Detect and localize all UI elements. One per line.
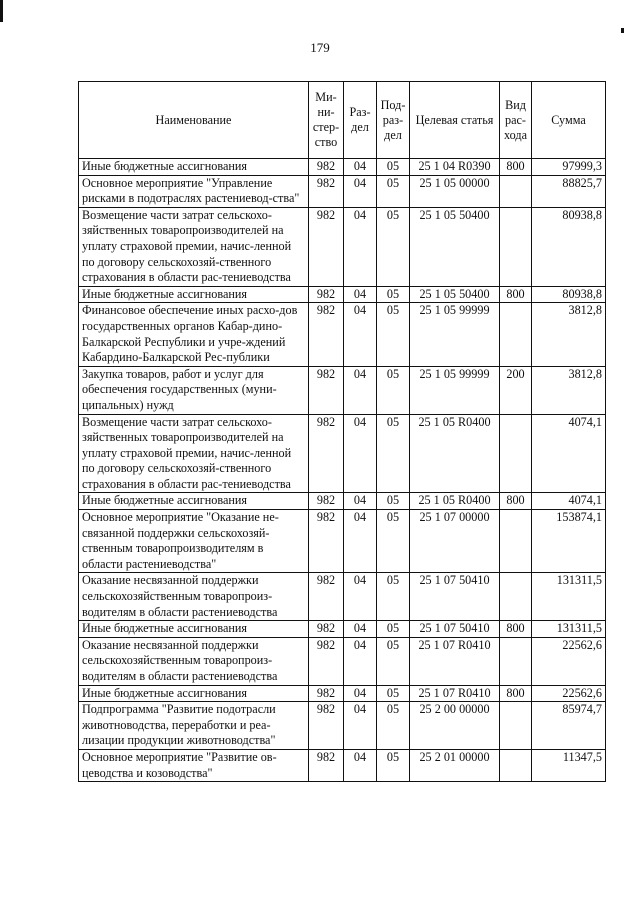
cell-type: 800 xyxy=(500,286,532,303)
cell-ministry: 982 xyxy=(309,621,344,638)
header-sum: Сумма xyxy=(532,82,606,159)
cell-sum: 131311,5 xyxy=(532,621,606,638)
cell-target: 25 1 07 R0410 xyxy=(410,685,500,702)
cell-sum: 22562,6 xyxy=(532,685,606,702)
cell-name: Иные бюджетные ассигнования xyxy=(79,286,309,303)
cell-section: 04 xyxy=(344,175,377,207)
cell-type: 800 xyxy=(500,159,532,176)
cell-type xyxy=(500,749,532,781)
cell-target: 25 1 04 R0390 xyxy=(410,159,500,176)
table-row xyxy=(79,207,606,286)
cell-name: Возмещение части затрат сельскохо-зяйственных товаропроизводителей на уплату страховой премии, начис-ленной по договору сельскохозяй-ственного страхования в области рас-тениеводства xyxy=(79,207,309,286)
cell-subsection: 05 xyxy=(377,510,410,573)
cell-ministry: 982 xyxy=(309,493,344,510)
table-row xyxy=(79,702,606,750)
cell-ministry: 982 xyxy=(309,303,344,366)
cell-ministry: 982 xyxy=(309,637,344,685)
cell-sum: 3812,8 xyxy=(532,303,606,366)
cell-ministry: 982 xyxy=(309,175,344,207)
cell-sum: 11347,5 xyxy=(532,749,606,781)
cell-type xyxy=(500,175,532,207)
header-section: Раз-дел xyxy=(344,82,377,159)
table-row xyxy=(79,159,606,176)
cell-name: Возмещение части затрат сельскохо-зяйственных товаропроизводителей на уплату страховой премии, начис-ленной по договору сельскохозяй-ственного страхования в области рас-тениеводства xyxy=(79,414,309,493)
cell-subsection: 05 xyxy=(377,303,410,366)
cell-sum: 4074,1 xyxy=(532,493,606,510)
cell-ministry: 982 xyxy=(309,573,344,621)
cell-ministry: 982 xyxy=(309,685,344,702)
table-row xyxy=(79,621,606,638)
table-row xyxy=(79,510,606,573)
cell-name: Оказание несвязанной поддержки сельскохозяйственным товаропроиз-водителям в области растениеводства xyxy=(79,573,309,621)
cell-section: 04 xyxy=(344,702,377,750)
cell-section: 04 xyxy=(344,749,377,781)
cell-target: 25 1 05 R0400 xyxy=(410,493,500,510)
cell-name: Основное мероприятие "Управление рисками в подотраслях растениевод-ства" xyxy=(79,175,309,207)
header-type: Вид рас-хода xyxy=(500,82,532,159)
scan-mark-left xyxy=(0,0,3,22)
table-row xyxy=(79,685,606,702)
cell-sum: 131311,5 xyxy=(532,573,606,621)
table-row xyxy=(79,573,606,621)
cell-target: 25 1 07 R0410 xyxy=(410,637,500,685)
cell-target: 25 1 05 00000 xyxy=(410,175,500,207)
cell-name: Иные бюджетные ассигнования xyxy=(79,621,309,638)
cell-ministry: 982 xyxy=(309,702,344,750)
table-row xyxy=(79,637,606,685)
cell-subsection: 05 xyxy=(377,493,410,510)
cell-section: 04 xyxy=(344,573,377,621)
cell-ministry: 982 xyxy=(309,510,344,573)
cell-subsection: 05 xyxy=(377,414,410,493)
table-row xyxy=(79,749,606,781)
cell-name: Закупка товаров, работ и услуг для обеспечения государственных (муни-ципальных) нужд xyxy=(79,366,309,414)
header-subsection: Под-раз-дел xyxy=(377,82,410,159)
table-row xyxy=(79,286,606,303)
cell-type xyxy=(500,702,532,750)
cell-subsection: 05 xyxy=(377,637,410,685)
cell-type xyxy=(500,414,532,493)
cell-subsection: 05 xyxy=(377,159,410,176)
header-name: Наименование xyxy=(79,82,309,159)
cell-name: Иные бюджетные ассигнования xyxy=(79,685,309,702)
cell-ministry: 982 xyxy=(309,159,344,176)
cell-section: 04 xyxy=(344,637,377,685)
cell-type xyxy=(500,510,532,573)
cell-section: 04 xyxy=(344,510,377,573)
cell-target: 25 2 01 00000 xyxy=(410,749,500,781)
table-row xyxy=(79,366,606,414)
cell-name: Оказание несвязанной поддержки сельскохозяйственным товаропроиз-водителям в области растениеводства xyxy=(79,637,309,685)
cell-subsection: 05 xyxy=(377,749,410,781)
cell-target: 25 1 05 99999 xyxy=(410,303,500,366)
header-ministry: Ми-ни-стер-ство xyxy=(309,82,344,159)
cell-subsection: 05 xyxy=(377,207,410,286)
cell-section: 04 xyxy=(344,303,377,366)
cell-section: 04 xyxy=(344,159,377,176)
cell-sum: 22562,6 xyxy=(532,637,606,685)
cell-section: 04 xyxy=(344,207,377,286)
cell-target: 25 1 07 50410 xyxy=(410,573,500,621)
cell-section: 04 xyxy=(344,414,377,493)
cell-type xyxy=(500,637,532,685)
cell-section: 04 xyxy=(344,493,377,510)
cell-subsection: 05 xyxy=(377,702,410,750)
cell-name: Основное мероприятие "Оказание не-связанной поддержки сельскохозяй-ственным товаропроизводителям в области растениеводства" xyxy=(79,510,309,573)
cell-type: 800 xyxy=(500,493,532,510)
cell-ministry: 982 xyxy=(309,749,344,781)
cell-sum: 4074,1 xyxy=(532,414,606,493)
cell-subsection: 05 xyxy=(377,286,410,303)
cell-section: 04 xyxy=(344,286,377,303)
scan-mark-right xyxy=(621,28,624,33)
cell-name: Подпрограмма "Развитие подотрасли животноводства, переработки и реа-лизации продукции животноводства" xyxy=(79,702,309,750)
cell-subsection: 05 xyxy=(377,621,410,638)
cell-name: Финансовое обеспечение иных расхо-дов государственных органов Кабар-дино-Балкарской Республики и учре-ждений Кабардино-Балкарской Рес-публики xyxy=(79,303,309,366)
table-row xyxy=(79,414,606,493)
cell-type: 200 xyxy=(500,366,532,414)
cell-sum: 85974,7 xyxy=(532,702,606,750)
cell-target: 25 2 00 00000 xyxy=(410,702,500,750)
cell-name: Основное мероприятие "Развитие ов-цеводства и козоводства" xyxy=(79,749,309,781)
cell-subsection: 05 xyxy=(377,175,410,207)
table-header-row xyxy=(79,82,606,159)
cell-type xyxy=(500,303,532,366)
cell-type: 800 xyxy=(500,621,532,638)
budget-table-container xyxy=(78,81,605,782)
cell-sum: 80938,8 xyxy=(532,207,606,286)
cell-sum: 97999,3 xyxy=(532,159,606,176)
page-number: 179 xyxy=(310,40,330,55)
budget-table xyxy=(78,81,606,782)
cell-section: 04 xyxy=(344,366,377,414)
cell-section: 04 xyxy=(344,621,377,638)
cell-ministry: 982 xyxy=(309,366,344,414)
cell-target: 25 1 05 99999 xyxy=(410,366,500,414)
cell-target: 25 1 07 00000 xyxy=(410,510,500,573)
cell-type: 800 xyxy=(500,685,532,702)
cell-sum: 153874,1 xyxy=(532,510,606,573)
cell-target: 25 1 07 50410 xyxy=(410,621,500,638)
table-row xyxy=(79,493,606,510)
cell-type xyxy=(500,573,532,621)
cell-ministry: 982 xyxy=(309,414,344,493)
cell-target: 25 1 05 50400 xyxy=(410,207,500,286)
cell-target: 25 1 05 50400 xyxy=(410,286,500,303)
cell-sum: 3812,8 xyxy=(532,366,606,414)
cell-subsection: 05 xyxy=(377,366,410,414)
cell-sum: 88825,7 xyxy=(532,175,606,207)
cell-subsection: 05 xyxy=(377,685,410,702)
header-target: Целевая статья xyxy=(410,82,500,159)
table-row xyxy=(79,303,606,366)
cell-sum: 80938,8 xyxy=(532,286,606,303)
cell-name: Иные бюджетные ассигнования xyxy=(79,493,309,510)
cell-target: 25 1 05 R0400 xyxy=(410,414,500,493)
cell-subsection: 05 xyxy=(377,573,410,621)
cell-type xyxy=(500,207,532,286)
cell-ministry: 982 xyxy=(309,286,344,303)
cell-ministry: 982 xyxy=(309,207,344,286)
cell-name: Иные бюджетные ассигнования xyxy=(79,159,309,176)
cell-section: 04 xyxy=(344,685,377,702)
table-row xyxy=(79,175,606,207)
